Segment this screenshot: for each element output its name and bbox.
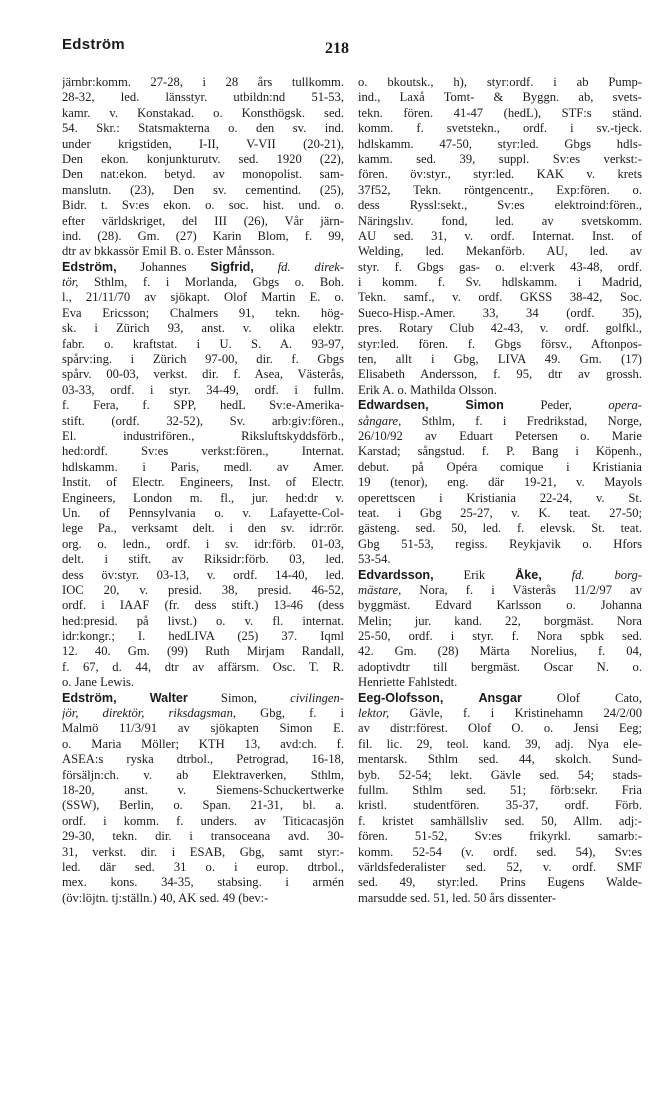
entry-title: civilingen- [290,690,344,705]
text-line [358,644,642,659]
entry-text: Simon, [187,690,291,705]
entry-text: världsfederalister sed. 52, v. ordf. SMF [358,859,642,874]
text-line [62,891,344,906]
text-line [62,568,344,583]
text-line [358,306,642,321]
entry-text: dess Ryssl:sekt., Sv:es elektroind:fören., [358,198,642,213]
entry-text: led. där sed. 31 o. i europ. dtrbol., [62,859,344,874]
entry-text: spårv:ing. i Zürich 97-00, dir. f. Gbgs [62,352,344,367]
entry-text: mentarsk. Sthlm sed. 44, skolch. Sund- [358,752,642,767]
text-line [62,691,344,706]
entry-text: ordf. i komm. f. unders. av Titicacasjön [62,813,344,828]
text-line [358,891,642,906]
entry-text: i komm. f. Sv. hdlskamm. i Madrid, [358,275,642,290]
entry-text: fil. lic. 29, teol. kand. 39, adj. Nya ele- [358,736,642,751]
entry-text: f. kristet samhällsliv sed. 50, Allm. adj:- [358,813,642,828]
entry-text: Melin; jur. kand. 22, borgmäst. Nora [358,613,642,628]
text-line [358,414,642,429]
entry-headword: Åke, [515,567,542,582]
text-line [358,183,642,198]
text-line [358,290,642,305]
text-line [358,675,642,690]
text-line [358,75,642,90]
text-line [62,121,344,136]
text-line [358,798,642,813]
text-line [62,367,344,382]
text-line [62,214,344,229]
text-line [62,337,344,352]
text-line [358,260,642,275]
text-line [62,860,344,875]
entry-text: ind. (28). Gm. (27) Karin Blom, f. 99, [62,228,344,243]
text-line [62,675,344,690]
entry-text: 18-20, anst. v. Siemens-Schuckertwerke [62,782,344,797]
entry-text: hed:ordf. Sv:es verkst:fören., Internat. [62,444,344,459]
text-line [358,398,642,413]
entry-text: ind., Laxå Tomt- & Byggn. ab, svets- [358,90,642,105]
entry-text: dtr av bkkassör Emil B. o. Ester Månsson. [62,244,275,259]
entry-text [443,691,478,705]
text-line [358,429,642,444]
entry-text: fabr. o. kraftstat. i U. S. A. 93-97, [62,336,344,351]
entry-text: komm. 52-54 (v. ordf. sed. 54), Sv:es [358,844,642,859]
text-line [358,214,642,229]
text-line [358,783,642,798]
text-line [62,229,344,244]
entry-text: org. o. ledn., ordf. i sv. idr:förb. 01-03, [62,536,344,551]
text-line [62,644,344,659]
entry-headword: Walter [149,690,188,705]
entry-text: Sthlm, f. i Fredrikstad, Norge, [401,413,642,428]
text-line [358,660,642,675]
text-line [358,506,642,521]
entry-text: 25-50, ordf. i styr. f. Nora spbk sed. [358,629,642,644]
entry-text: Gbg, f. i [236,706,344,721]
entry-text: 31, verkst. dir. i ESAB, Gbg, samt styr:- [62,844,344,859]
entry-text: 53-54. [358,552,391,567]
entry-text: dess öv:styr. 03-13, v. ordf. 14-40, led. [62,567,344,582]
entry-text: (SSW), Berlin, o. Span. 21-31, bl. a. [62,798,344,813]
entry-text: AU sed. 31, v. ordf. Internat. Inst. of [358,228,642,243]
text-line [358,706,642,721]
entry-text: sk. i Zürich 93, anst. v. olika elektr. [62,321,344,336]
entry-headword: Eeg-Olofsson, [358,690,444,705]
text-line [358,537,642,552]
text-line [358,90,642,105]
entry-text [429,398,466,412]
entry-title: sångare, [358,413,402,428]
text-line [358,752,642,767]
text-line [358,167,642,182]
entry-title: opera- [608,398,642,413]
text-line [62,198,344,213]
text-line [62,829,344,844]
text-line [62,352,344,367]
entry-text: Olof Cato, [521,690,642,705]
entry-text: Henriette Fahlstedt. [358,675,458,690]
entry-text: 54. Skr.: Statsmakterna o. den sv. ind. [62,121,344,136]
entry-text: Malmö 11/3/91 av sjökapten Simon E. [62,721,344,736]
entry-text: hdlskamm. i Paris, medl. av Amer. [62,459,344,474]
entry-text: fören. öv:styr., styr:led. KAK v. krets [358,167,642,182]
text-line [62,152,344,167]
entry-text: Näringslıv. fond, led. av svetskomm. [358,213,642,228]
text-line [358,383,642,398]
text-line [358,737,642,752]
text-line [62,414,344,429]
text-line [358,337,642,352]
text-line [358,121,642,136]
entry-text: 28-32, led. länsstyr. utbildn:nd 51-53, [62,90,344,105]
text-line [358,568,642,583]
text-line [358,829,642,844]
entry-headword: Ansgar [478,690,522,705]
entry-text: o. Maria Möller; KTH 13, avd:ch. f. [62,736,344,751]
text-line [62,814,344,829]
text-line [358,614,642,629]
entry-text: f. Fera, f. SPP, hedL Sv:e-Amerika- [62,398,344,413]
entry-text: försäljn:ch. v. ab Elektraverken, Sthlm, [62,767,344,782]
text-line [62,721,344,736]
entry-text: idr:kongr.; I. hedLIVA (25) 37. Iqml [62,629,344,644]
text-line [358,768,642,783]
text-line [62,167,344,182]
text-line [62,398,344,413]
entry-text: Erik A. o. Mathilda Olsson. [358,382,497,397]
text-line [62,306,344,321]
text-line [62,521,344,536]
text-line [358,583,642,598]
text-line [62,275,344,290]
text-line [62,137,344,152]
text-line [62,598,344,613]
text-line [62,783,344,798]
entry-headword: Simon [465,398,504,413]
entry-text: 29-30, tekn. dir. i transoceana avd. 30- [62,829,344,844]
text-line [358,460,642,475]
entry-headword: Edström, [62,259,117,274]
entry-text: Den nat:ekon. betyd. av monopolist. sam- [62,167,344,182]
entry-text: mex. kons. 34-35, stabsing. i armén [62,875,344,890]
text-line [358,321,642,336]
entry-text: järnbr:komm. 27-28, i 28 års tullkomm. [62,75,344,89]
text-line [358,491,642,506]
entry-text: Gbg 51-53, regiss. Reykjavik o. Hfors [358,536,642,551]
text-line [358,275,642,290]
running-head: Edström [62,36,125,53]
entry-text: operettscen i Kristiania 22-24, v. St. [358,490,642,505]
left-column [62,75,344,906]
entry-title: lektor, [358,706,390,721]
entry-text: Den ekon. konjunkturutv. sed. 1920 (22), [62,151,344,166]
entry-headword: Edström, [62,690,117,705]
text-line [358,875,642,890]
entry-text: Tekn. samf., v. ordf. GKSS 38-42, Soc. [358,290,642,305]
entry-text: under krigstiden, I-II, V-VII (20-21), [62,136,344,151]
text-line [62,629,344,644]
entry-text: Welding, led. Mekanförb. AU, led. av [358,244,642,259]
page-number: 218 [325,40,349,57]
text-line [62,244,344,259]
text-line [358,106,642,121]
entry-text: gästeng. sed. 50, led. f. elevsk. St. teat. [358,521,642,536]
text-line [62,491,344,506]
entry-text: Johannes [116,259,211,274]
text-line [62,90,344,105]
text-line [62,75,344,90]
entry-text: l., 21/11/70 av sjökapt. Olof Martin E. o. [62,290,344,305]
entry-text: byggmäst. Edvard Karlsson o. Johanna [358,598,642,613]
text-line [358,137,642,152]
entry-text: av distr:förest. Olof O. o. Jensi Eeg; [358,721,642,736]
text-line [358,860,642,875]
entry-text: Instit. of Electr. Engineers, Inst. of Electr. [62,475,344,490]
right-column [358,75,642,906]
entry-text: styr. f. Gbgs gas- o. el:verk 43-48, ordf. [358,259,642,274]
entry-text: kamm. sed. 39, suppl. Sv:es verkst:- [358,151,642,166]
text-line [358,244,642,259]
text-line [62,845,344,860]
entry-headword: Edvardsson, [358,567,434,582]
text-line [358,629,642,644]
text-line [358,814,642,829]
text-line [62,383,344,398]
entry-text: teat. i Gbg 25-27, v. K. teat. 27-50; [358,505,642,520]
text-line [62,429,344,444]
entry-text: pres. Rotary Club 42-43, v. ordf. golfkl., [358,321,642,336]
text-line [358,367,642,382]
entry-text: Un. of Pennsylvania o. v. Lafayette-Col- [62,505,344,520]
entry-text: kristl. studentfören. 35-37, ordf. Förb. [358,798,642,813]
text-line [62,875,344,890]
entry-text: lege Pa., verksamt delt. i den sv. idr:rör. [62,521,344,536]
entry-text: o. Jane Lewis. [62,675,135,690]
text-line [62,583,344,598]
entry-text: 03-33, ordf. i styr. 34-49, ordf. i fullm. [62,382,344,397]
entry-text: manslutn. (23), Den sv. cementind. (25), [62,182,344,197]
entry-text: tekn. fören. 41-47 (hedL), STF:s ständ. [358,105,642,120]
entry-text: 19 (tenor), eng. där 19-21, v. Mayols [358,475,642,490]
entry-text: 26/10/92 av Eduart Petersen o. Marie [358,428,642,443]
text-line [358,152,642,167]
entry-text: Engineers, London m. fl., jur. hed:dr v. [62,490,344,505]
entry-text: efter världskriget, del III (26), Vår järn- [62,213,344,228]
entry-text: Eva Ericsson; Chalmers 91, tekn. hög- [62,305,344,320]
text-line [62,460,344,475]
text-line [358,444,642,459]
entry-text: Nora, f. i Västerås 11/2/97 av [401,582,642,597]
text-line [358,521,642,536]
entry-text: adoptivdtr till bergmäst. Oscar N. o. [358,659,642,674]
entry-title: fd. borg- [541,567,642,582]
entry-text: ASEA:s ryska dtrbol., Petrograd, 16-18, [62,752,344,767]
text-line [62,737,344,752]
entry-text: sed. 49, styr:led. Prins Eugens Walde- [358,875,642,890]
entry-text: styr:led. fören. f. Gbgs försv., Aftonpos- [358,336,642,351]
entry-title: tör, [62,275,79,290]
entry-text: 12. 40. Gm. (99) Ruth Mirjam Randall, [62,644,344,659]
entry-text: Elisabeth Andersson, f. 95, dtr av grossh. [358,367,642,382]
entry-text: byb. 52-54; lekt. Gävle sed. 54; stads- [358,767,642,782]
entry-title: mästare, [358,582,402,597]
entry-text: kamr. v. Konstakad. o. Konsthögsk. sed. [62,105,344,120]
entry-text: fullm. Sthlm sed. 51; förb:sekr. Fria [358,782,642,797]
entry-text: Peder, [503,398,609,413]
text-line [358,552,642,567]
entry-text: Gävle, f. i Kristinehamn 24/2/00 [389,706,642,721]
text-line [62,444,344,459]
text-line [62,290,344,305]
entry-text: hdlskamm. 47-50, styr:led. Gbgs hdls- [358,136,642,151]
text-line [62,752,344,767]
text-line [358,352,642,367]
entry-text: delt. i stift. av Riksidr:förb. 03, led. [62,552,344,567]
text-line [62,475,344,490]
text-line [358,229,642,244]
text-line [358,845,642,860]
entry-text: fören. 51-52, Sv:es frikyrkl. samarb:- [358,829,642,844]
entry-text: 42. Gm. (28) Märta Norelius, f. 04, [358,644,642,659]
text-line [62,537,344,552]
entry-text: komm. f. svetstekn., ordf. i sv.-tjeck. [358,121,642,136]
text-line [358,198,642,213]
entry-text: o. bkoutsk., h), styr:ordf. i ab Pump- [358,75,642,89]
entry-text: stift. (ordf. 32-52), Sv. arb:giv:fören., [62,413,344,428]
text-line [62,706,344,721]
text-line [62,798,344,813]
entry-text: marsudde sed. 51, led. 50 års dissenter- [358,890,557,905]
text-line [62,183,344,198]
text-line [62,106,344,121]
entry-headword: Edwardsen, [358,398,429,413]
text-line [62,660,344,675]
entry-text: debut. på Opéra comique i Kristiania [358,459,642,474]
entry-text: 37f52, Tekn. röntgencentr., Exp:fören. o. [358,182,642,197]
text-line [62,552,344,567]
entry-text: f. 67, d. 44, dtr av affärsm. Osc. T. R. [62,659,344,674]
text-line [62,506,344,521]
text-line [62,321,344,336]
entry-text: (öv:löjtn. tj:ställn.) 40, AK sed. 49 (bev:- [62,890,269,905]
entry-text: IOC 20, v. presid. 38, presid. 46-52, [62,582,344,597]
entry-text: hed:presid. på livst.) o. v. fl. internat. [62,613,344,628]
text-line [62,614,344,629]
entry-text: ordf. i IAAF (fr. dess stift.) 13-46 (dess [62,598,344,613]
entry-text [117,691,150,705]
text-line [358,691,642,706]
entry-text: Sthlm, f. i Morlanda, Gbgs o. Boh. [78,275,344,290]
text-line [358,598,642,613]
entry-text: spårv. 00-03, verkst. dir. f. Asea, Västerås, [62,367,344,382]
text-line [358,721,642,736]
entry-title: fd. direk- [253,259,344,274]
entry-text: El. industrifören., Riksluftskyddsförb., [62,428,344,443]
entry-text: Erik [433,567,516,582]
entry-text: Bidr. t. Sv:es ekon. o. soc. hist. und. o. [62,198,344,213]
entry-text: Sueco-Hisp.-Amer. 33, 34 (ordf. 35), [358,305,642,320]
text-line [62,768,344,783]
entry-text: ten, allt i Gbg, LIVA 49. Gm. (17) [358,352,642,367]
entry-title: jör, direktör, riksdagsman, [62,706,237,721]
text-line [62,260,344,275]
entry-headword: Sigfrid, [210,259,254,274]
text-line [358,475,642,490]
entry-text: Karstad; sångstud. f. P. Bang i Köpenh., [358,444,642,459]
